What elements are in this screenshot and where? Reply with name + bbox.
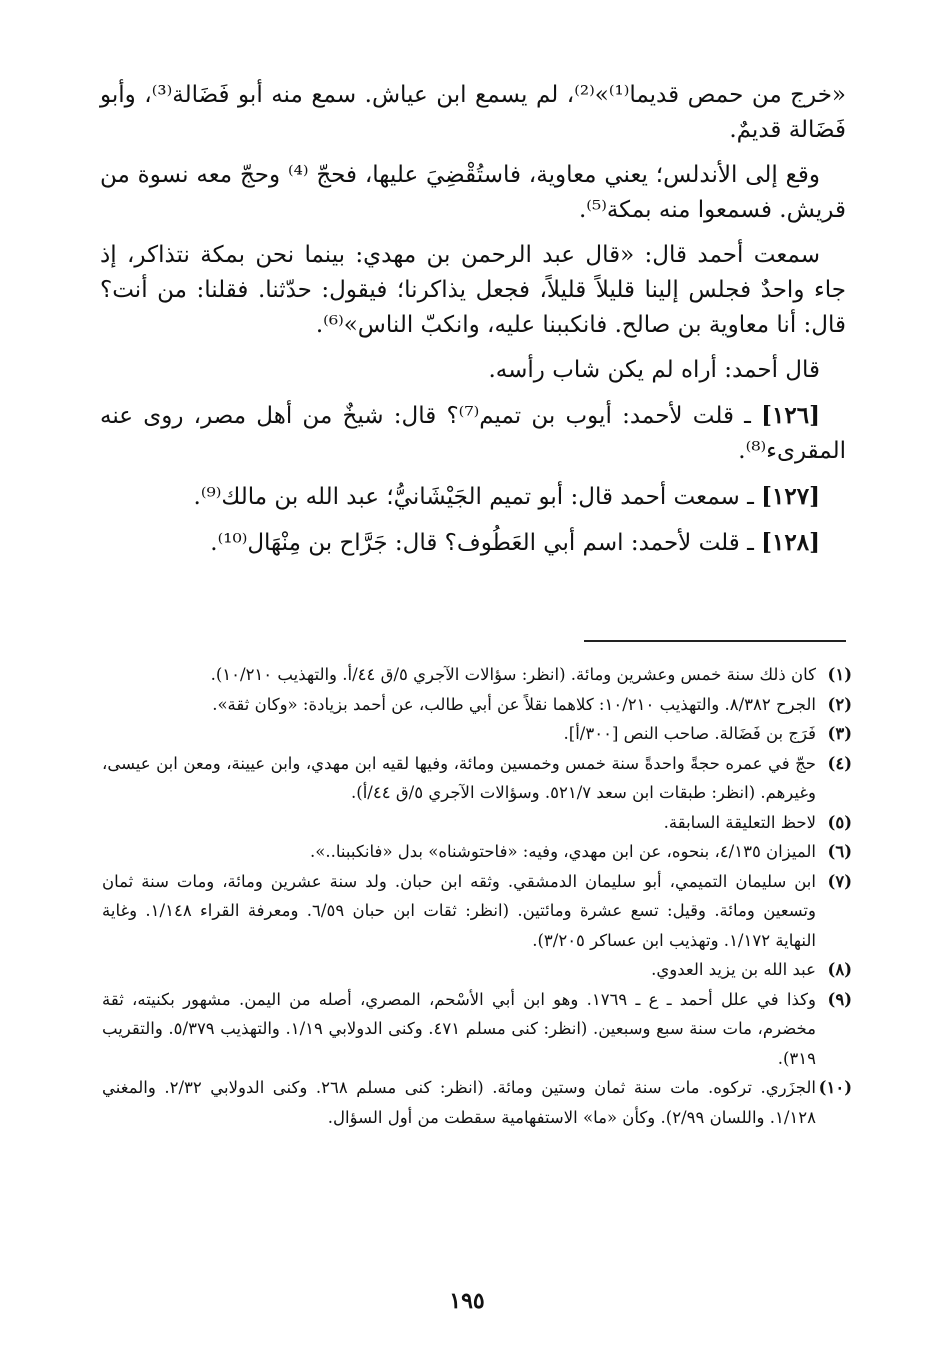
footnote-2 [102,690,852,720]
entry-number: [١٢٦] [761,402,820,429]
footnote-7 [102,867,852,956]
footnote-3 [102,719,852,749]
footnote-number: (٣) [827,724,852,743]
footnote-number: (٢) [827,694,852,714]
footnote-text: الميزان ٤/١٣٥، بنحوه، عن ابن مهدي، وفيه: «فاحتوشناه» بدل «فانكببنا..». [310,842,816,861]
entry-text: ـ قلت لأحمد: اسم أبي العَطُوف؟ قال: جَرَّاح بن مِنْهَال⁽¹⁰⁾. [210,530,754,556]
page-number: ١٩٥ [449,1288,485,1314]
footnote-4 [102,749,852,808]
footnote-number: (٥) [827,812,852,832]
footnote-number: (١) [827,665,852,684]
footnote-text: لاحظ التعليقة السابقة. [663,812,816,832]
footnote-text: فَرَج بن فَضَالة. صاحب النص [٣٠٠/أ]. [563,724,816,743]
footnote-number: (٧) [827,871,852,891]
footnote-text: حجّ في عمره حجةً واحدةً سنة خمس وخمسين ومائة، وفيها لقيه ابن مهدي، وابن عيينة، ومعن ابن عيسى، وغيرهم. (انظر: طبقات ابن سعد ٥٢١/٧. وسؤالات الآجري ٥/ق ٤٤/أ). [102,753,816,802]
paragraph-3: سمعت أحمد قال: «قال عبد الرحمن بن مهدي: بينما نحن بمكة نتذاكر، إذ جاء واحدٌ فجلس إلينا قليلاً قليلاً، فجعل يذاكرنا؛ فيقول: حدّثنا. فقلنا: من أنت؟ قال: أنا معاوية بن صالح. فانكببنا عليه، وانكبّ الناس»⁽⁶⁾. [100,242,846,338]
footnote-number: (٤) [827,753,852,773]
footnote-number: (٩) [827,989,852,1009]
entry-number: [١٢٧] [761,483,820,510]
footnote-number: (١٠) [818,1078,852,1097]
footnote-text: عبد الله بن يزيد العدوي. [651,960,816,979]
footnote-number: (٦) [827,842,852,861]
footnote-1 [102,660,852,690]
footnote-text: ابن سليمان التميمي، أبو سليمان الدمشقي. وثقه ابن حبان. ولد سنة عشرين ومائة، ومات سنة ثمان وتسعين ومائة. وقيل: تسع عشرة ومائتين. (انظر: ثقات ابن حبان ٦/٥٩. ومعرفة القراء ١/١٤٨. وغاية النهاية ١/١٧٢. وتهذيب ابن عساكر ٣/٢٠٥). [102,871,816,950]
footnote-text: كان ذلك سنة خمس وعشرين ومائة. (انظر: سؤالات الآجري ٥/ق ٤٤/أ. والتهذيب ١٠/٢١٠). [210,665,816,684]
footnote-text: وكذا في علل أحمد ـ ع ـ ١٧٦٩. وهو ابن أبي الأسْحم، المصري، أصله من اليمن. مشهور بكنيته، ثقة مخضرم، مات سنة سبع وسبعين. (انظر: كنى مسلم ٤٧١. وكنى الدولابي ١/١٩. والتهذيب ٥/٣٧٩. والتقريب ٣١٩). [102,989,816,1068]
footnote-9 [102,985,852,1074]
footnote-5 [102,808,852,838]
paragraph-4: قال أحمد: أراه لم يكن شاب رأسه. [488,357,820,383]
entry-number: [١٢٨] [761,529,820,556]
paragraph-1: «خرج من حمص قديما⁽¹⁾»⁽²⁾، لم يسمع ابن عياش. سمع منه أبو فَضَالة⁽³⁾، وأبو فَضَالة قديمٌ. [100,82,846,143]
footnote-8 [102,955,852,985]
footnote-number: (٨) [827,960,852,979]
entry-126 [100,398,846,469]
footnote-10 [102,1073,852,1132]
paragraph-2: وقع إلى الأندلس؛ يعني معاوية، فاستُقْضِيَ عليها، فحجّ ⁽⁴⁾ وحجّ معه نسوة من قريش. فسمعوا منه بمكة⁽⁵⁾. [100,162,846,223]
main-text [100,78,846,571]
footnote-text: الجرح ٨/٣٨٢. والتهذيب ١٠/٢١٠: كلاهما نقلاً عن أبي طالب، عن أحمد بزيادة: «وكان ثقة». [212,694,816,714]
entry-text: ـ سمعت أحمد قال: أبو تميم الجَيْشَانيُّ؛ عبد الله بن مالك⁽⁹⁾. [193,484,754,510]
footnote-separator [584,640,846,642]
entry-128 [100,525,846,561]
footnote-text: الجزَري. تركوه. مات سنة ثمان وستين ومائة. (انظر: كنى مسلم ٢٦٨. وكنى الدولابي ٢/٣٢. والمغني ١/١٢٨. واللسان ٢/٩٩). وكأن «ما» الاستفهامية سقطت من أول السؤال. [102,1078,816,1127]
footnotes [102,660,852,1132]
entry-text: ـ قلت لأحمد: أيوب بن تميم⁽⁷⁾؟ قال: شيخٌ من أهل مصر، روى عنه المقرىء⁽⁸⁾. [100,403,846,464]
footnote-6 [102,837,852,867]
entry-127 [100,479,846,515]
